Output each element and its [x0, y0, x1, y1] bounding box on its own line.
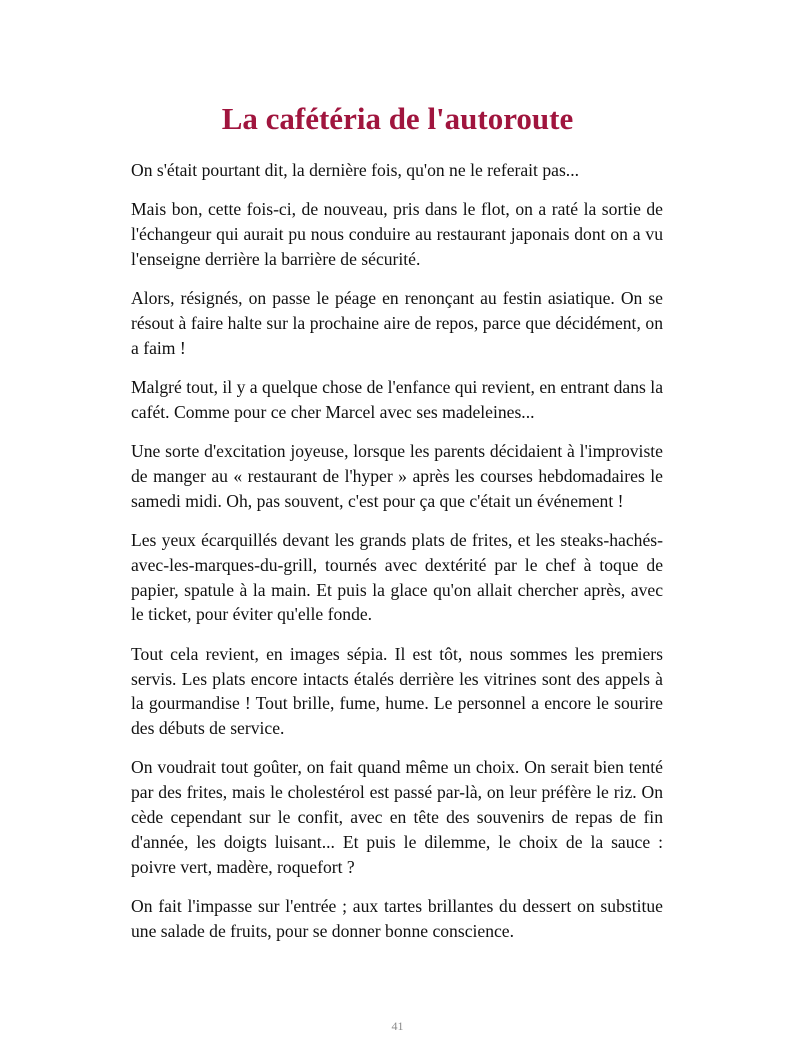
paragraph: Malgré tout, il y a quelque chose de l'enfance qui revient, en entrant dans la cafét. Comme pour ce cher Marcel avec ses madeleines...: [131, 377, 663, 422]
paragraph: On s'était pourtant dit, la dernière fois, qu'on ne le referait pas...: [131, 160, 579, 180]
paragraph: Tout cela revient, en images sépia. Il est tôt, nous sommes les premiers servis. Les plats encore intacts étalés derrière les vitrines sont des appels à la gourmandise ! Tout brille, fume, hume. Le personnel a encore le sourire des débuts de service.: [131, 643, 663, 739]
paragraph: Une sorte d'excitation joyeuse, lorsque les parents décidaient à l'improviste de manger au « restaurant de l'hyper » après les courses hebdomadaires le samedi midi. Oh, pas souvent, c'est pour ça que c'était un événement !: [131, 441, 663, 511]
paragraph: Mais bon, cette fois-ci, de nouveau, pris dans le flot, on a raté la sortie de l'échangeur qui aurait pu nous conduire au restaurant japonais dont on a vu l'enseigne derrière la barrière de sécurité.: [131, 199, 663, 269]
body-text: [131, 158, 663, 958]
paragraph: Les yeux écarquillés devant les grands plats de frites, et les steaks-hachés-avec-les-marques-du-grill, tournés avec dextérité par le chef à toque de papier, spatule à la main. Et puis la glace qu'on allait chercher après, avec le ticket, pour éviter qu'elle fonde.: [131, 530, 663, 625]
paragraph: On fait l'impasse sur l'entrée ; aux tartes brillantes du dessert on substitue une salade de fruits, pour se donner bonne conscience.: [131, 895, 663, 941]
paragraph: Alors, résignés, on passe le péage en renonçant au festin asiatique. On se résout à faire halte sur la prochaine aire de repos, parce que décidément, on a faim !: [131, 288, 663, 358]
paragraph: On voudrait tout goûter, on fait quand même un choix. On serait bien tenté par des frites, mais le cholestérol est passé par-là, on leur préfère le riz. On cède cependant sur le confit, avec en tête des souvenirs de repas de fin d'année, les doigts luisant... Et puis le dilemme, le choix de la sauce : poivre vert, madère, roquefort ?: [131, 757, 663, 877]
page-number: 41: [391, 1019, 404, 1033]
page-title: La cafétéria de l'autoroute: [221, 101, 574, 136]
